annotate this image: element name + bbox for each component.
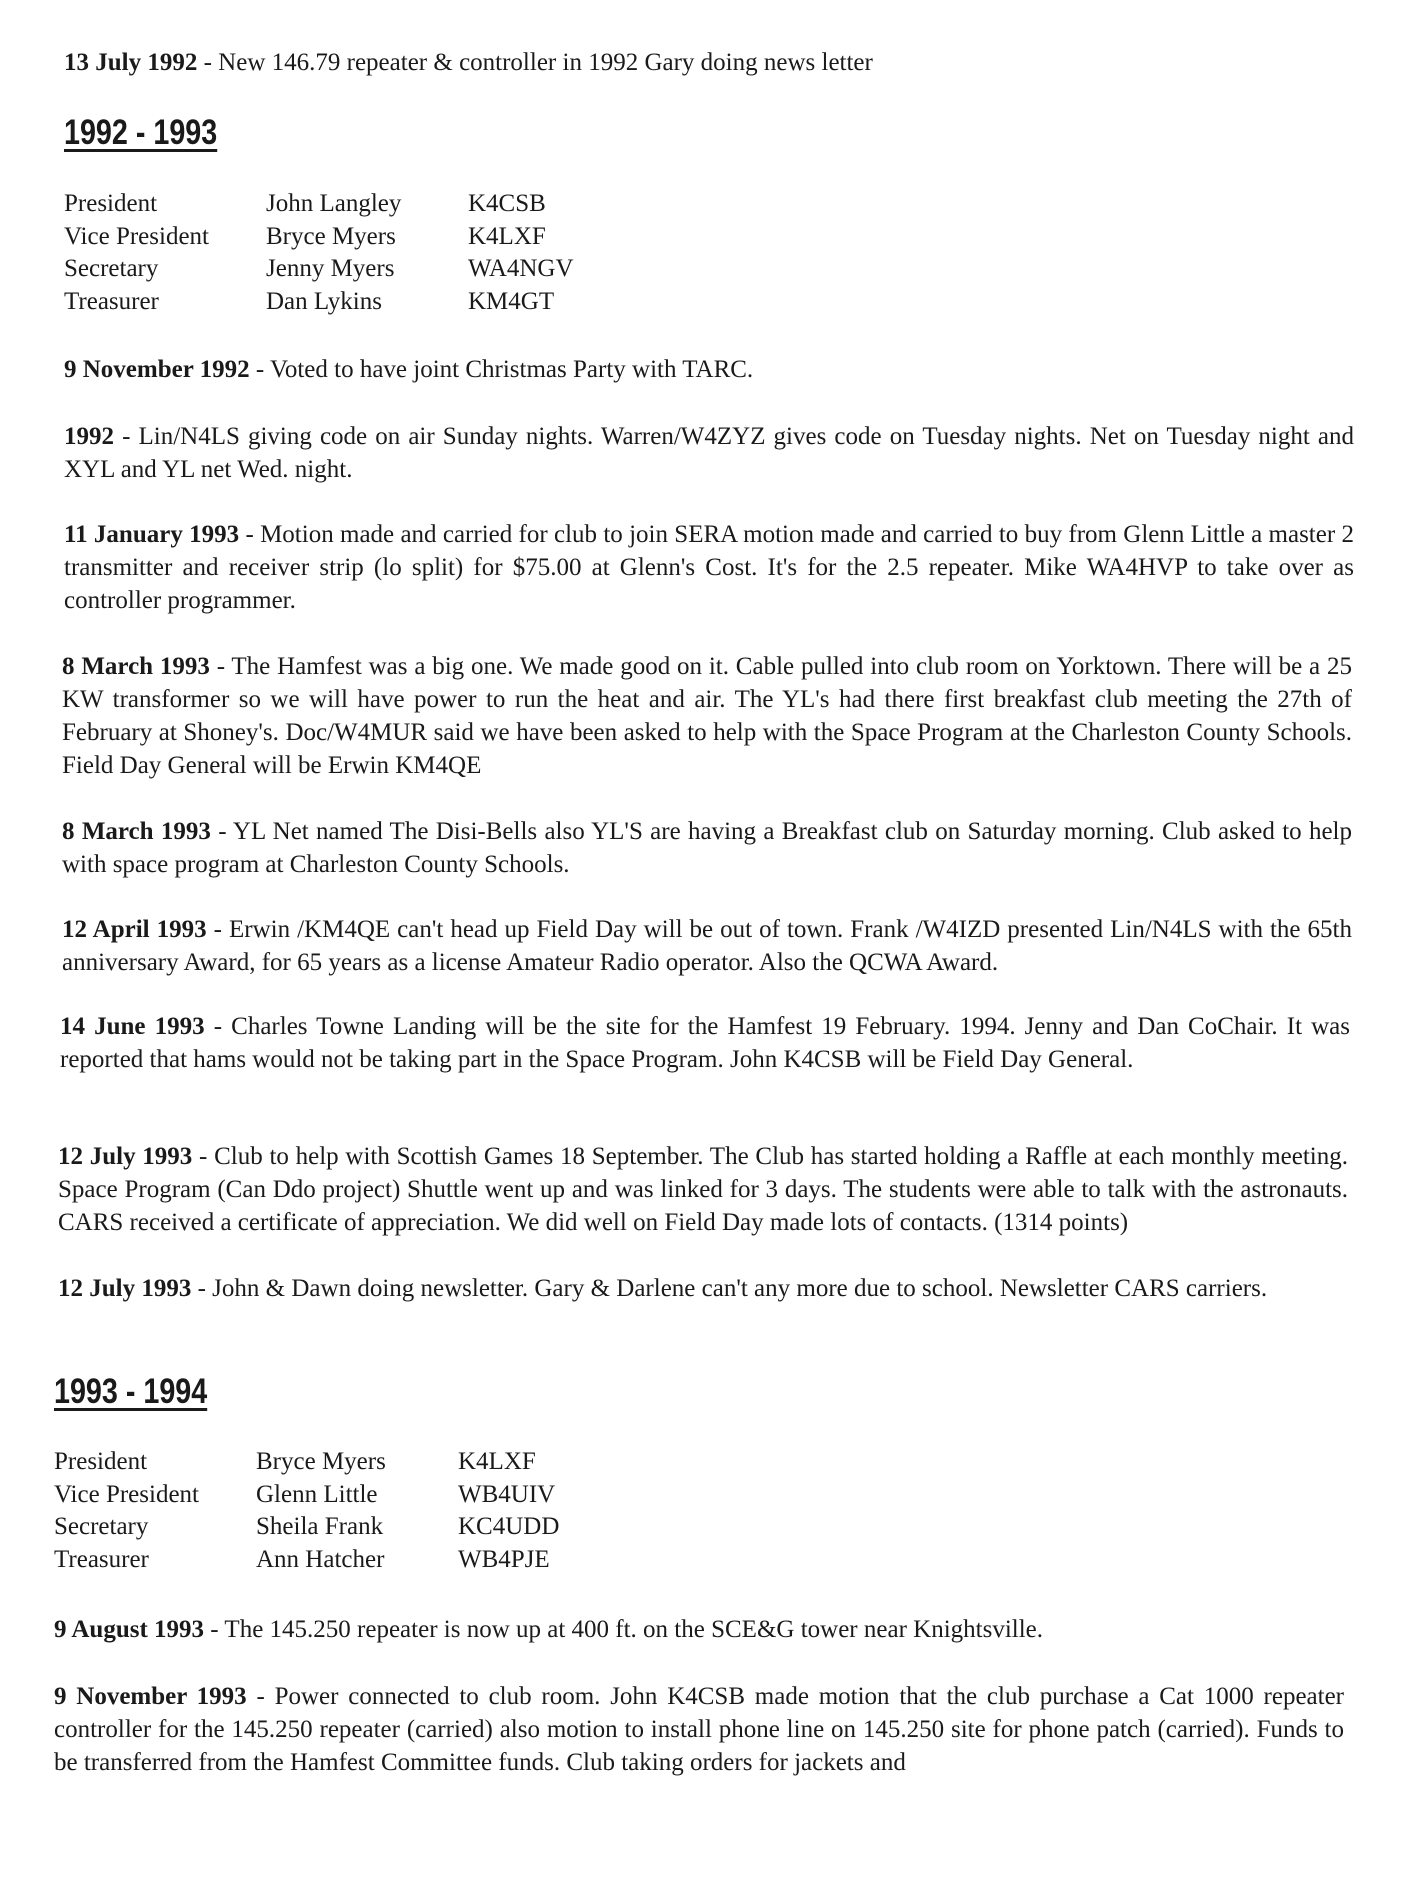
entry-date: 11 January 1993 [64,521,240,548]
entry-date: 9 August 1993 [54,1616,205,1643]
officer-row [64,188,574,221]
entry-text: - YL Net named The Disi-Bells also YL'S are having a Breakfast club on Saturday morning. Club asked to help with space program at Charleston County Schools. [62,818,1353,878]
officer-row [64,253,574,286]
entry-text: - Charles Towne Landing will be the site for the Hamfest 19 February. 1994. Jenny and Dan CoChair. It was reported that hams would not be taking part in the Space Program. John K4CSB will be Field Day General. [60,1013,1351,1073]
entry-12-july-1993-scottish-games [58,1140,1348,1239]
officers-table-1993-1994 [54,1446,559,1576]
officer-name: Glenn Little [256,1480,378,1508]
officer-row [54,1511,559,1544]
entry-9-november-1992 [64,353,1354,386]
officer-callsign: KC4UDD [458,1513,560,1541]
officer-callsign: WB4PJE [458,1545,550,1573]
officer-callsign: K4LXF [468,222,546,250]
officer-name: John Langley [266,190,402,218]
officer-role: Secretary [64,255,159,283]
entry-date: 1992 [64,423,114,450]
officer-name: Dan Lykins [266,287,382,315]
entry-9-november-1993 [54,1680,1344,1779]
entry-text: - Club to help with Scottish Games 18 September. The Club has started holding a Raffle at each monthly meeting. Space Program (Can Ddo project) Shuttle went up and was linked for 3 days. The students were able to talk with the astronauts. CARS received a certificate of appreciation. We did well on Field Day made lots of contacts. (1314 points) [58,1143,1348,1236]
entry-date: 9 November 1993 [54,1683,247,1710]
officer-row [54,1544,559,1577]
entry-14-june-1993 [60,1010,1350,1076]
officer-name: Bryce Myers [266,222,396,250]
entry-date: 8 March 1993 [62,653,210,680]
officer-callsign: WB4UIV [458,1480,556,1508]
entry-11-january-1993 [64,518,1354,617]
officer-callsign: K4CSB [468,190,546,218]
officer-callsign: KM4GT [468,287,555,315]
officers-table-1992-1993 [64,188,574,318]
officer-role: Secretary [54,1513,149,1541]
entry-text: - Motion made and carried for club to join SERA motion made and carried to buy from Glenn Little a master 2 transmitter and receiver strip (lo split) for $75.00 at Glenn's Cost. It's for the 2.5 repeater. Mike WA4HVP to take over as controller programmer. [64,521,1354,614]
entry-1992 [64,420,1354,486]
officer-name: Ann Hatcher [256,1545,385,1573]
entry-8-march-1993-yl-net [62,815,1352,881]
entry-date: 12 April 1993 [62,916,207,943]
entry-text: - The Hamfest was a big one. We made good on it. Cable pulled into club room on Yorktown. There will be a 25 KW transformer so we will have power to run the heat and air. The YL's had there first breakfast club meeting the 27th of February at Shoney's. Doc/W4MUR said we have been asked to help with the Space Program at the Charleston County Schools. Field Day General will be Erwin KM4QE [62,653,1352,779]
officer-role: President [64,190,158,218]
entry-text: - John & Dawn doing newsletter. Gary & Darlene can't any more due to school. Newsletter CARS carriers. [191,1275,1268,1302]
officer-callsign: WA4NGV [468,255,574,283]
officer-name: Sheila Frank [256,1513,384,1541]
entry-text: - Lin/N4LS giving code on air Sunday nights. Warren/W4ZYZ gives code on Tuesday nights. Net on Tuesday night and XYL and YL net Wed. night. [64,423,1354,483]
officer-role: President [54,1448,148,1476]
officer-row [64,286,574,319]
entry-date: 14 June 1993 [60,1013,205,1040]
officer-role: Vice President [64,222,209,250]
officer-row [54,1479,559,1512]
entry-12-july-1993-newsletter [58,1272,1348,1305]
section-heading-1992-1993: 1992 - 1993 [64,113,218,152]
entry-8-march-1993-hamfest [62,650,1352,782]
entry-date: 13 July 1992 [64,49,198,76]
entry-9-august-1993 [54,1613,1354,1646]
officer-name: Jenny Myers [266,255,395,283]
officer-role: Vice President [54,1480,199,1508]
officer-role: Treasurer [54,1545,149,1573]
officer-row [54,1446,559,1479]
entry-date: 12 July 1993 [58,1275,192,1302]
officer-callsign: K4LXF [458,1448,536,1476]
entry-date: 8 March 1993 [62,818,211,845]
section-heading-1993-1994: 1993 - 1994 [54,1372,208,1411]
entry-text: - New 146.79 repeater & controller in 1992 Gary doing news letter [197,49,873,76]
entry-text: - The 145.250 repeater is now up at 400 ft. on the SCE&G tower near Knightsville. [204,1616,1043,1643]
entry-13-july-1992 [64,46,1354,79]
entry-12-april-1993 [62,913,1352,979]
entry-text: - Power connected to club room. John K4CSB made motion that the club purchase a Cat 1000 repeater controller for the 145.250 repeater (carried) also motion to install phone line on 145.250 site for phone patch (carried). Funds to be transferred from the Hamfest Committee funds. Club taking orders for jackets and [54,1683,1345,1776]
entry-date: 12 July 1993 [58,1143,193,1170]
officer-role: Treasurer [64,287,159,315]
entry-text: - Voted to have joint Christmas Party with TARC. [249,356,754,383]
entry-date: 9 November 1992 [64,356,250,383]
officer-name: Bryce Myers [256,1448,386,1476]
entry-text: - Erwin /KM4QE can't head up Field Day will be out of town. Frank /W4IZD presented Lin/N4LS with the 65th anniversary Award, for 65 years as a license Amateur Radio operator. Also the QCWA Award. [62,916,1352,976]
officer-row [64,221,574,254]
